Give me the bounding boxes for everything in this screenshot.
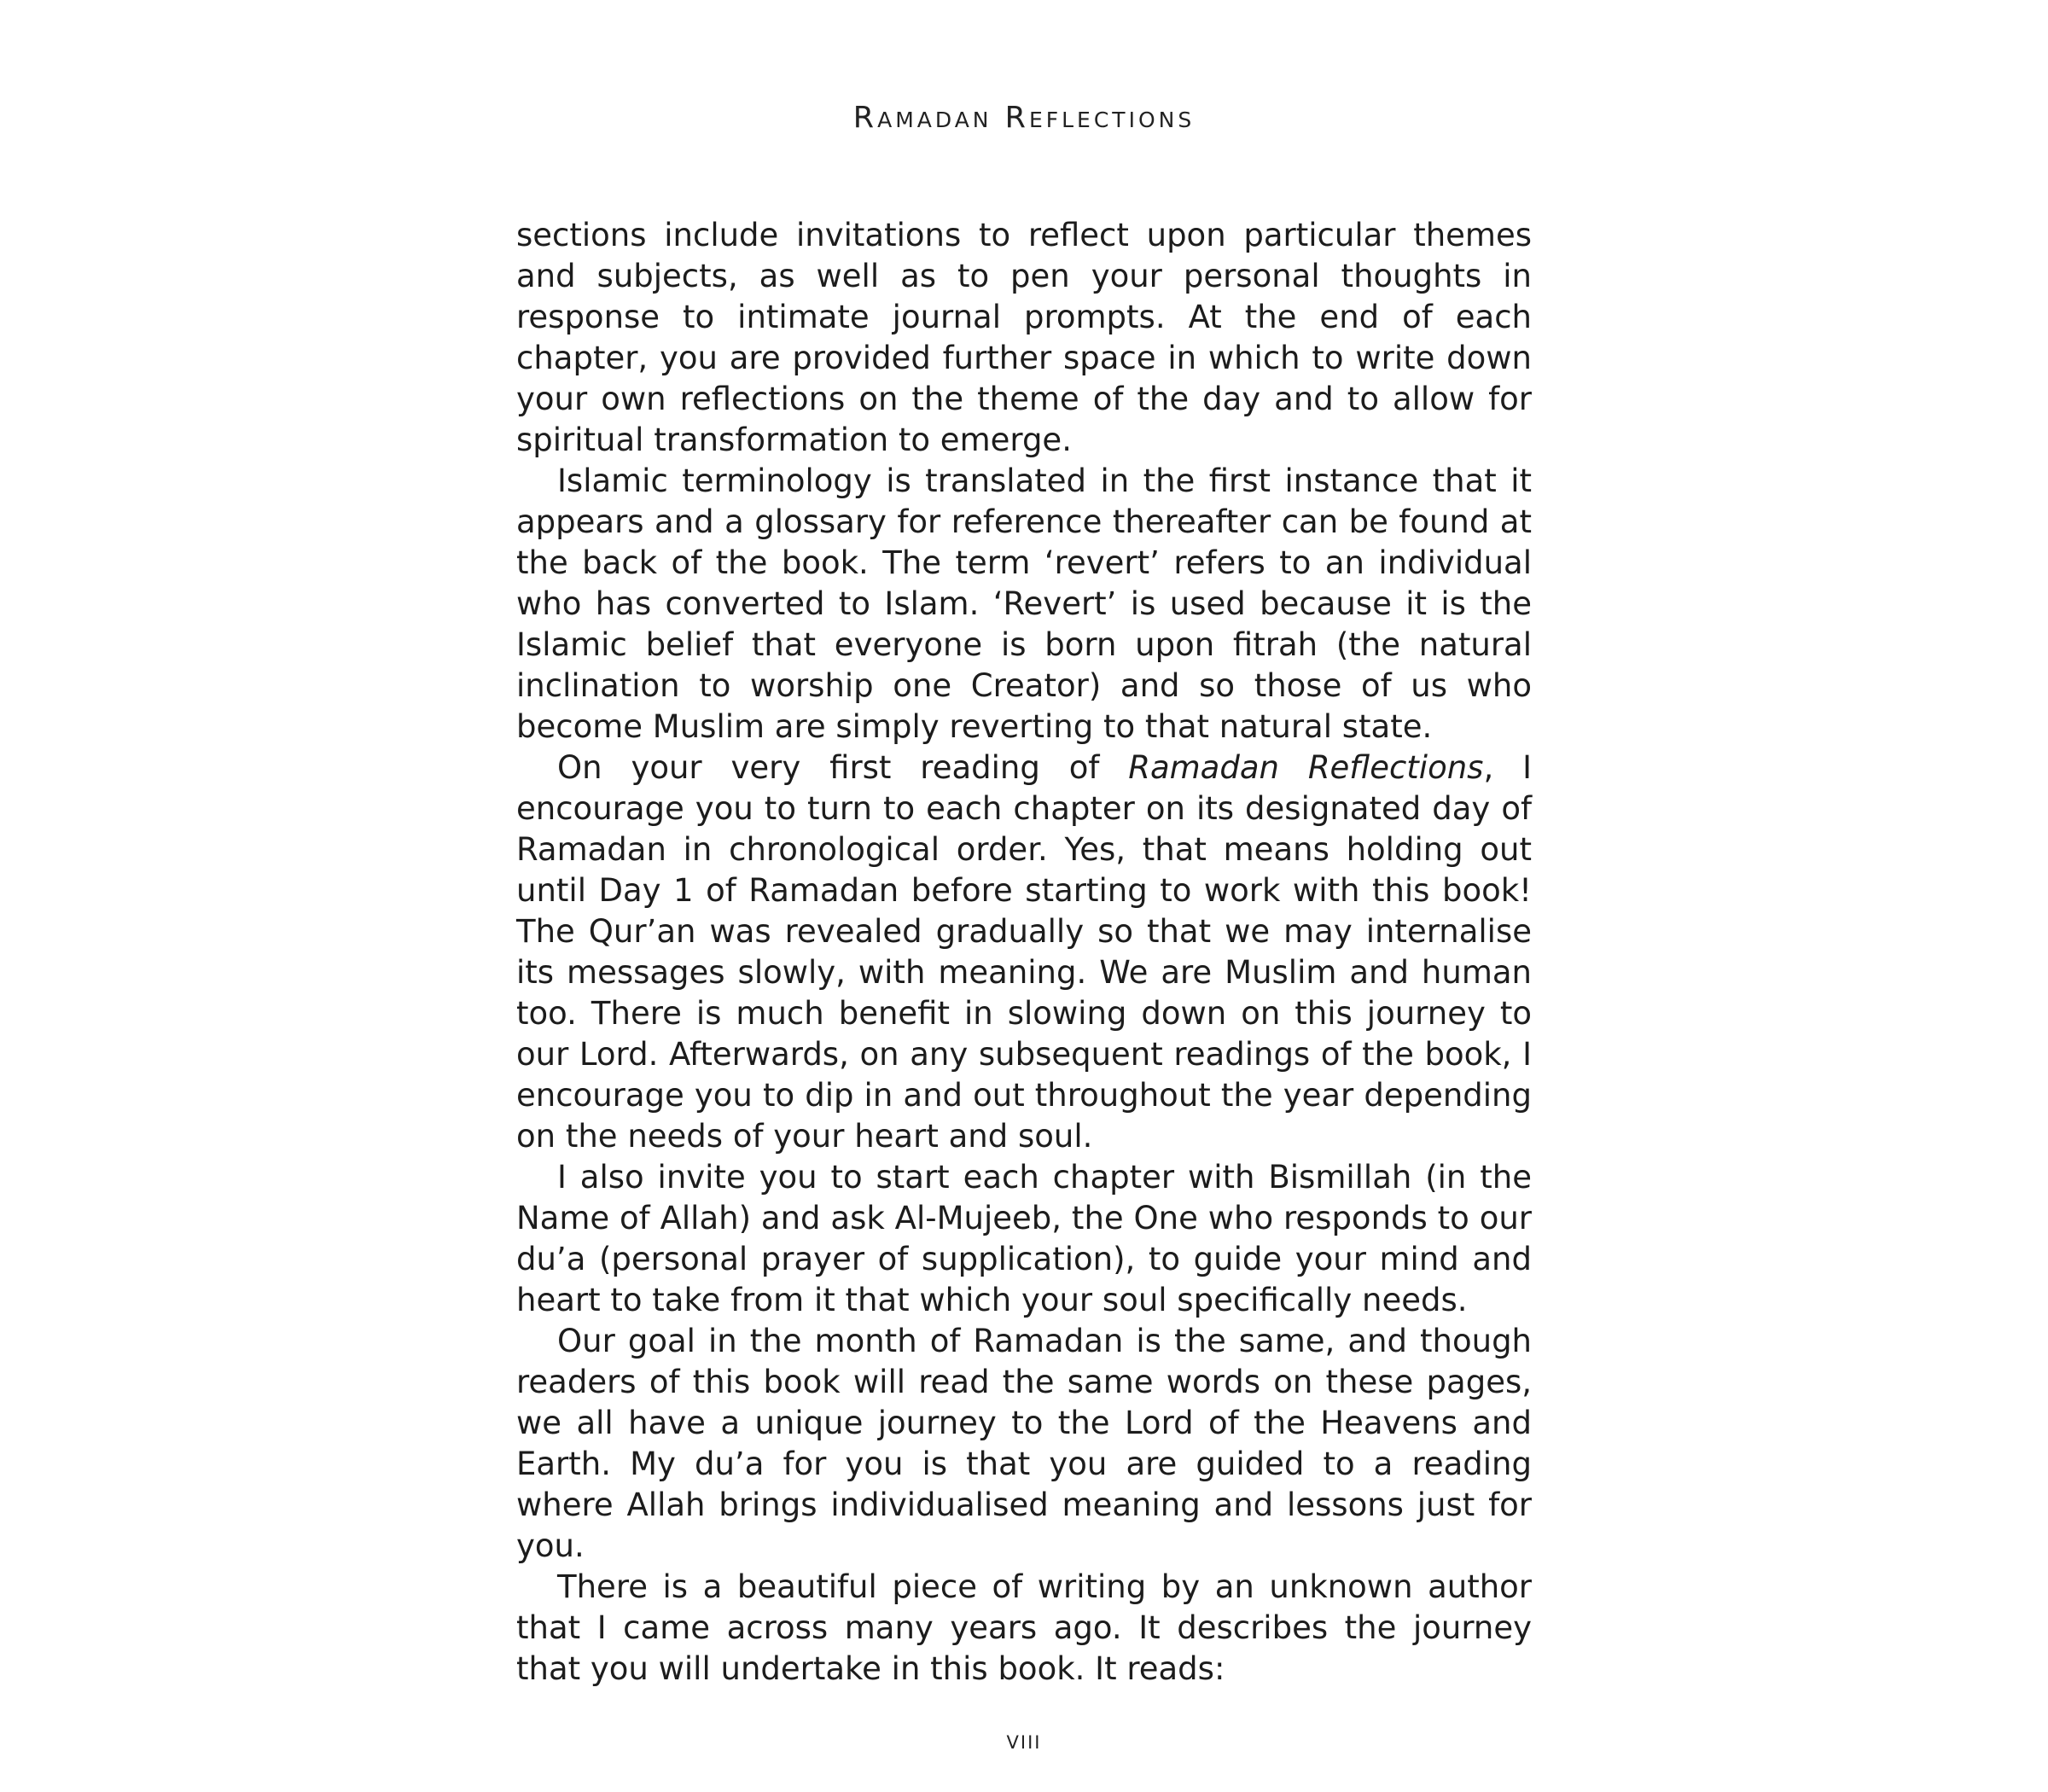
paragraph-1: sections include invitations to reflect upon particular themes and subjects, as well as to pen your personal thoughts in response to intimate journal prompts. At the end of each chapter, you are provided further space in which to write down your own reflections on the theme of the day and to allow for spiritual transformation to emerge. — [516, 217, 1532, 458]
paragraph-3 — [516, 748, 1532, 1157]
paragraph-2: Islamic terminology is translated in the first instance that it appears and a glossary for reference thereafter can be found at the back of the book. The term ‘revert’ refers to an individual who has converted to Islam. ‘Revert’ is used because it is the Islamic belief that everyone is born upon fitrah (the natural inclination to worship one Creator) and so those of us who become Muslim are simply reverting to that natural state. — [516, 463, 1532, 745]
body-text — [516, 215, 1532, 1690]
paragraph-4: I also invite you to start each chapter with Bismillah (in the Name of Allah) and ask Al-Mujeeb, the One who responds to our du’a (personal prayer of supplication), to guide your mind and heart to take from it that which your soul specifically needs. — [516, 1159, 1532, 1318]
book-title-italic: Ramadan Reflections — [1128, 749, 1484, 786]
running-head: Ramadan Reflections — [852, 101, 1196, 135]
paragraph-5: Our goal in the month of Ramadan is the same, and though readers of this book will read the same words on these pages, we all have a unique journey to the Lord of the Heavens and Earth. My du’a for you is that you are guided to a reading where Allah brings individualised meaning and lessons just for you. — [516, 1323, 1532, 1564]
paragraph-3-lead: On your very first reading of — [557, 749, 1129, 786]
paragraph-6: There is a beautiful piece of writing by an unknown author that I came across many years ago. It describes the journey that you will undertake in this book. It reads: — [516, 1568, 1532, 1687]
page-number: viii — [1006, 1725, 1042, 1755]
paragraph-3-rest: , I encourage you to turn to each chapter on its designated day of Ramadan in chronological order. Yes, that means holding out until Day 1 of Ramadan before starting to work with this book! The Qur’an was revealed gradually so that we may internalise its messages slowly, with meaning. We are Muslim and human too. There is much benefit in slowing down on this journey to our Lord. Afterwards, on any subsequent readings of the book, I encourage you to dip in and out throughout the year depending on the needs of your heart and soul. — [516, 749, 1533, 1155]
